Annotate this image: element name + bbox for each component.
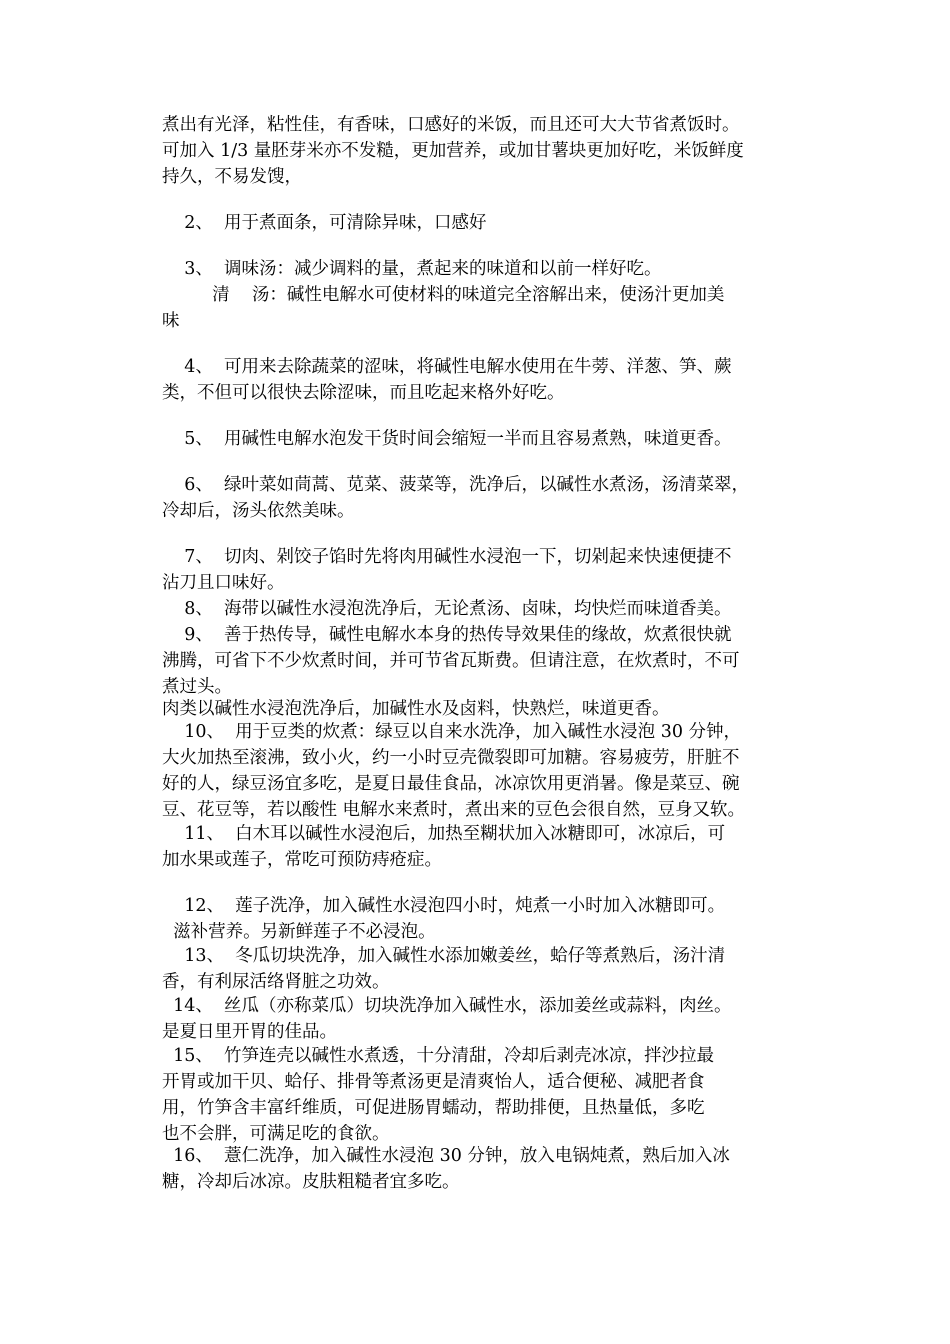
text-line: 12、 莲子洗净，加入碱性水浸泡四小时，炖煮一小时加入冰糖即可。 xyxy=(162,896,726,916)
text-line: 煮出有光泽，粘性佳，有香味，口感好的米饭，而且还可大大节省煮饭时。 xyxy=(162,115,740,135)
text-line: 也不会胖，可满足吃的食欲。 xyxy=(162,1124,390,1144)
text-line: 豆、花豆等，若以酸性 电解水来煮时，煮出来的豆色会很自然，豆身又软。 xyxy=(162,800,746,820)
text-line: 沾刀且口味好。 xyxy=(162,573,285,593)
text-line: 3、 调味汤：减少调料的量，煮起来的味道和以前一样好吃。 xyxy=(162,259,662,279)
text-line: 持久，不易发馊， xyxy=(162,167,302,187)
text-line: 清 汤：碱性电解水可使材料的味道完全溶解出来，使汤汁更加美 xyxy=(162,285,725,305)
text-line: 煮过头。 xyxy=(162,677,232,697)
text-line: 5、 用碱性电解水泡发干货时间会缩短一半而且容易煮熟，味道更香。 xyxy=(162,429,732,449)
text-line: 香，有利尿活络肾脏之功效。 xyxy=(162,972,390,992)
text-line: 用，竹笋含丰富纤维质，可促进肠胃蠕动，帮助排便，且热量低，多吃 xyxy=(162,1098,705,1118)
text-line: 可加入 1/3 量胚芽米亦不发糙，更加营养，或加甘薯块更加好吃，米饭鲜度 xyxy=(162,141,744,161)
text-line: 13、 冬瓜切块洗净，加入碱性水添加嫩姜丝，蛤仔等煮熟后，汤汁清 xyxy=(162,946,726,966)
text-line: 7、 切肉、剁饺子馅时先将肉用碱性水浸泡一下，切剁起来快速便捷不 xyxy=(162,547,732,567)
text-line: 肉类以碱性水浸泡洗净后，加碱性水及卤料，快熟烂，味道更香。 xyxy=(162,699,670,719)
text-line: 2、 用于煮面条，可清除异味，口感好 xyxy=(162,213,487,233)
text-line: 沸腾，可省下不少炊煮时间，并可节省瓦斯费。但请注意，在炊煮时，不可 xyxy=(162,651,740,671)
text-line: 好的人，绿豆汤宜多吃，是夏日最佳食品，冰凉饮用更消暑。像是菜豆、碗 xyxy=(162,774,740,794)
text-line: 8、 海带以碱性水浸泡洗净后，无论煮汤、卤味，均快烂而味道香美。 xyxy=(162,599,732,619)
text-line: 14、 丝瓜（亦称菜瓜）切块洗净加入碱性水，添加姜丝或蒜料，肉丝。 xyxy=(162,996,732,1016)
text-line: 味 xyxy=(162,311,180,331)
text-line: 大火加热至滚沸，致小火，约一小时豆壳微裂即可加糖。容易疲劳，肝脏不 xyxy=(162,748,740,768)
text-line: 4、 可用来去除蔬菜的涩味，将碱性电解水使用在牛蒡、洋葱、笋、蕨 xyxy=(162,357,732,377)
text-line: 15、 竹笋连壳以碱性水煮透，十分清甜，冷却后剥壳冰凉，拌沙拉最 xyxy=(162,1046,715,1066)
text-line: 加水果或莲子，常吃可预防痔疮症。 xyxy=(162,850,442,870)
text-line: 11、 白木耳以碱性水浸泡后，加热至糊状加入冰糖即可，冰凉后，可 xyxy=(162,824,726,844)
text-line: 类，不但可以很快去除涩味，而且吃起来格外好吃。 xyxy=(162,383,565,403)
text-line: 10、 用于豆类的炊煮：绿豆以自来水洗净，加入碱性水浸泡 30 分钟， xyxy=(162,722,742,742)
text-line: 开胃或加干贝、蛤仔、排骨等煮汤更是清爽怡人，适合便秘、减肥者食 xyxy=(162,1072,705,1092)
text-line: 冷却后，汤头依然美味。 xyxy=(162,501,355,521)
text-line: 是夏日里开胃的佳品。 xyxy=(162,1022,337,1042)
text-line: 糖，冷却后冰凉。皮肤粗糙者宜多吃。 xyxy=(162,1172,460,1192)
text-line: 9、 善于热传导，碱性电解水本身的热传导效果佳的缘故，炊煮很快就 xyxy=(162,625,732,645)
text-line: 6、 绿叶菜如茼蒿、苋菜、菠菜等，洗净后，以碱性水煮汤，汤清菜翠， xyxy=(162,475,750,495)
text-line: 滋补营养。另新鲜莲子不必浸泡。 xyxy=(162,922,436,942)
text-line: 16、 薏仁洗净，加入碱性水浸泡 30 分钟，放入电锅炖煮，熟后加入冰 xyxy=(162,1146,730,1166)
